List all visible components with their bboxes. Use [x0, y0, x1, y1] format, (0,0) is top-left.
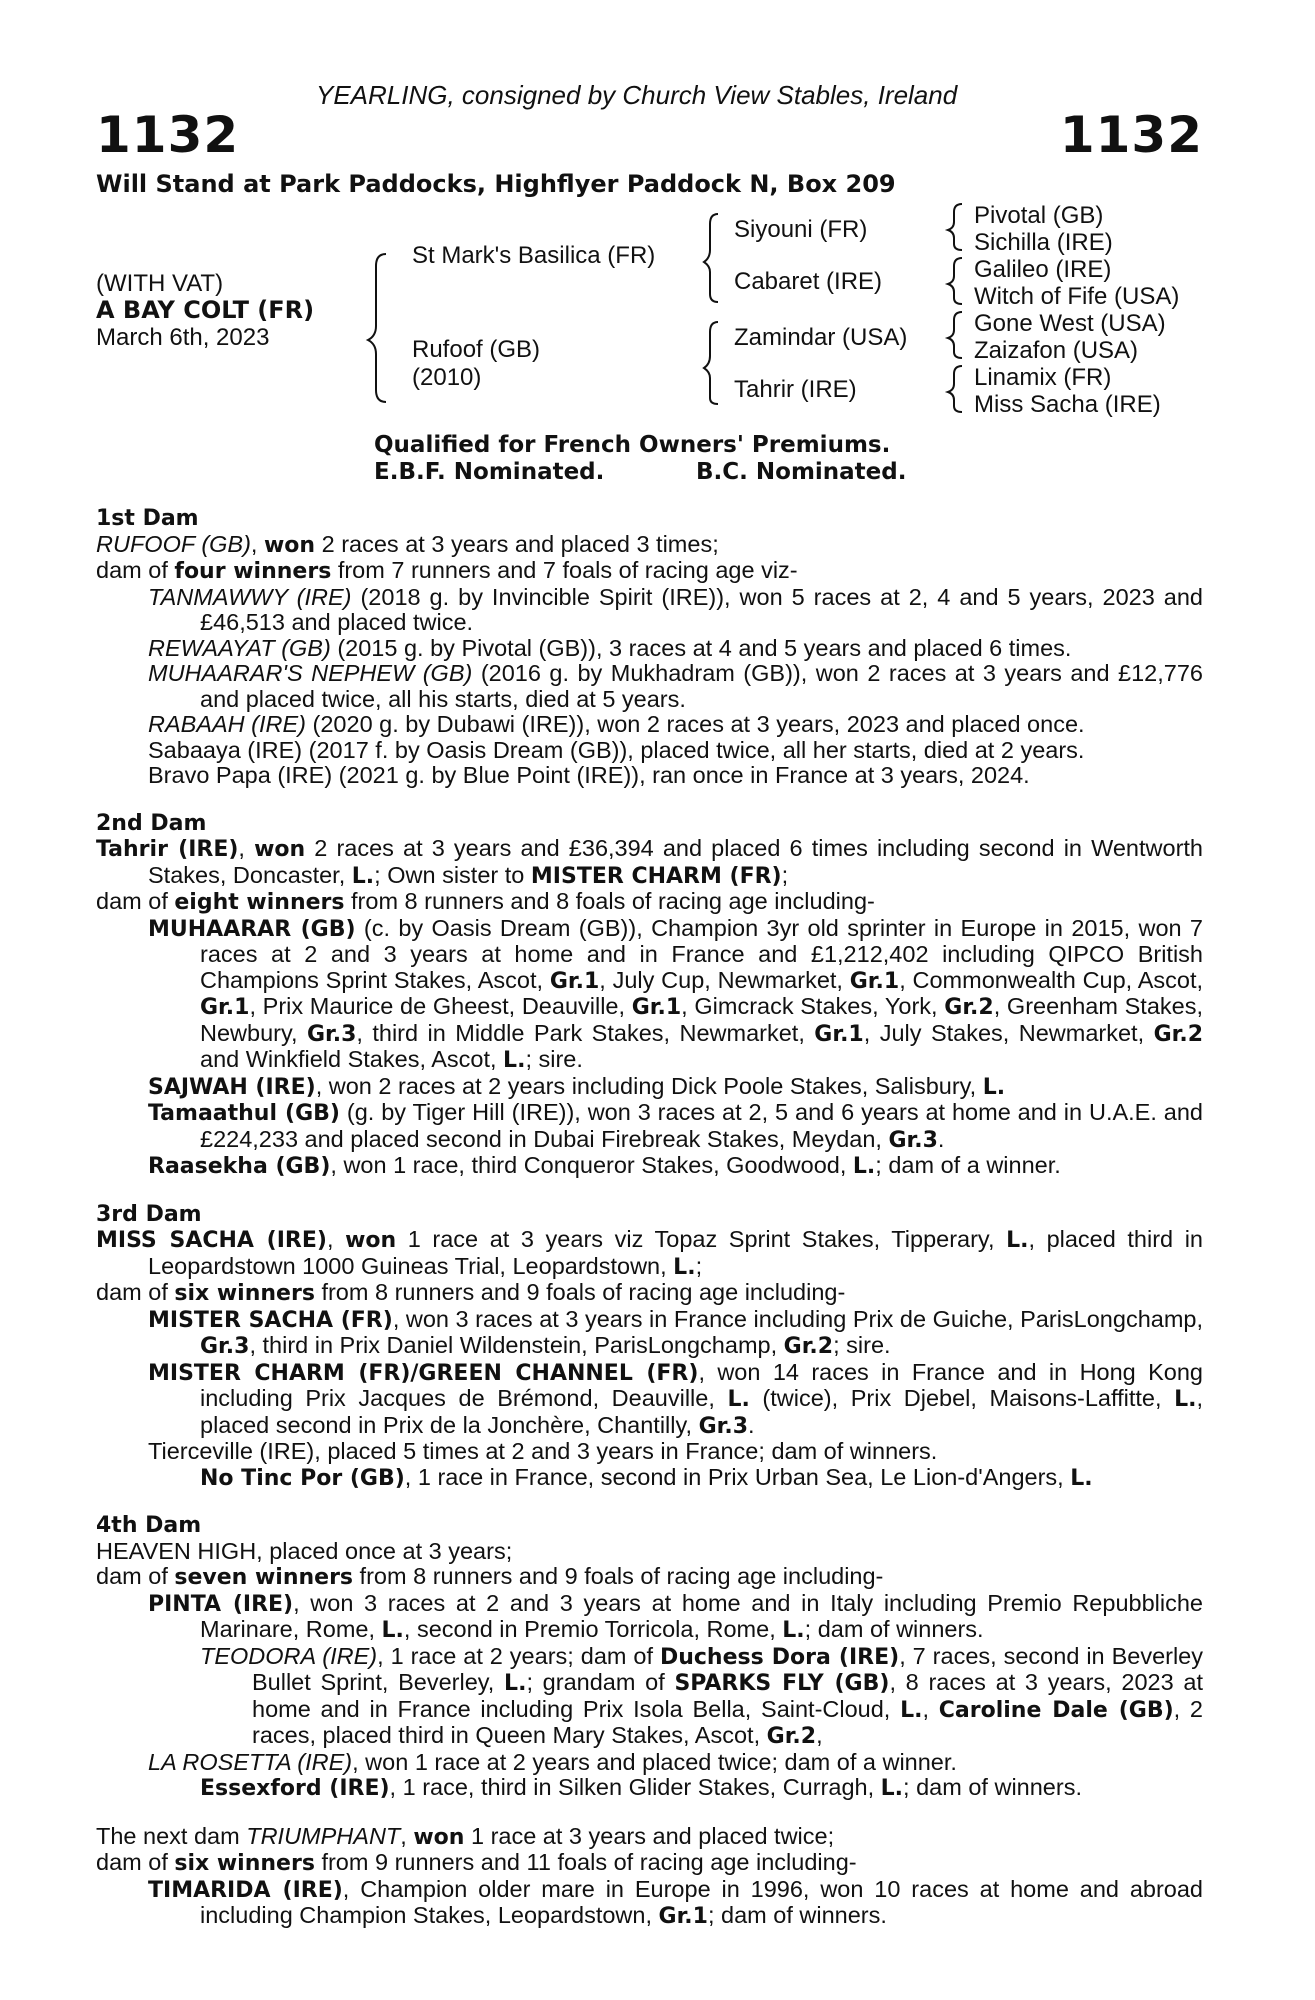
section-heading: 4th Dam — [96, 1513, 202, 1538]
produce-entry: Tierceville (IRE), placed 5 times at 2 and 3 years in France; dam of winners. — [148, 1438, 938, 1464]
sire-dam: Cabaret (IRE) — [734, 268, 883, 295]
ddd: Miss Sacha (IRE) — [974, 391, 1161, 418]
produce-entry: SAJWAH (IRE), won 2 races at 2 years including Dick Poole Stakes, Salisbury, L. — [148, 1072, 1006, 1100]
produce-entry: MUHAARAR'S NEPHEW (GB) (2016 g. by Mukhadram (GB)), won 2 races at 3 years and £12,776 and placed twice, all his starts, died at 5 years. — [148, 660, 1203, 712]
dam-record: Tahrir (IRE), won 2 races at 3 years and £36,394 and placed 6 times including second in Wentworth Stakes, Doncaster, L.; Own sister to MISTER CHARM (FR); — [96, 835, 1203, 889]
dam: Rufoof (GB) — [412, 336, 541, 363]
section-heading: 2nd Dam — [96, 810, 207, 836]
second-dam-section — [96, 811, 1203, 1180]
dam-dam: Tahrir (IRE) — [734, 376, 857, 403]
produce-entry: Tamaathul (GB) (g. by Tiger Hill (IRE)), won 3 races at 2, 5 and 6 years at home and in U.A.E. and £224,233 and placed second in Dubai Firebreak Stakes, Meydan, Gr.3. — [148, 1099, 1203, 1153]
produce-entry: Bravo Papa (IRE) (2021 g. by Blue Point (IRE)), ran once in France at 3 years, 2024. — [148, 762, 1030, 788]
section-heading: 3rd Dam — [96, 1201, 202, 1227]
dss: Gone West (USA) — [974, 310, 1166, 337]
dam-record: RUFOOF (GB), won 2 races at 3 years and placed 3 times; — [96, 530, 719, 558]
produce-entry: MISTER SACHA (FR), won 3 races at 3 years in France including Prix de Guiche, ParisLongchamp, Gr.3, third in Prix Daniel Wildenstein, ParisLongchamp, Gr.2; sire. — [148, 1305, 1204, 1359]
dsd: Zaizafon (USA) — [974, 337, 1139, 364]
ebf-note: E.B.F. Nominated. — [374, 459, 605, 485]
bc-note: B.C. Nominated. — [696, 459, 907, 485]
grand-produce-entry: No Tinc Por (GB), 1 race in France, second in Prix Urban Sea, Le Lion-d'Angers, L. — [200, 1463, 1093, 1491]
dam-year: (2010) — [412, 364, 482, 391]
consignment-line: YEARLING, consigned by Church View Stables, Ireland — [316, 80, 958, 110]
produce-summary: dam of six winners from 9 runners and 11 foals of racing age including- — [96, 1849, 857, 1876]
third-dam-section — [96, 1202, 1203, 1492]
sire-sire: Siyouni (FR) — [734, 216, 868, 243]
lot-number-left: 1132 — [96, 106, 240, 164]
produce-entry: MUHAARAR (GB) (c. by Oasis Dream (GB)), Champion 3yr old sprinter in Europe in 2015, won 7 races at 2 and 3 years at home and in France and £1,212,402 including QIPCO British Champions Sprint Stakes, Ascot, Gr.1, July Cup, Newmarket, Gr.1, Commonwealth Cup, Ascot, Gr.1, Prix Maurice de Gheest, Deauville, Gr.1, Gimcrack Stakes, York, Gr.2, Greenham Stakes, Newbury, Gr.3, third in Middle Park Stakes, Newmarket, Gr.1, July Stakes, Newmarket, Gr.2 and Winkfield Stakes, Ascot, L.; sire. — [148, 914, 1204, 1073]
foaling-date: March 6th, 2023 — [96, 324, 270, 351]
next-dam-section — [96, 1824, 1203, 1930]
horse-name: A BAY COLT (FR) — [96, 296, 315, 324]
sds: Galileo (IRE) — [974, 256, 1112, 283]
grand-produce-entry: TEODORA (IRE), 1 race at 2 years; dam of Duchess Dora (IRE), 7 races, second in Beverley Bullet Sprint, Beverley, L.; grandam of SPARKS FLY (GB), 8 races at 3 years, 2023 at home and in France including Prix Isola Bella, Saint-Cloud, L., Caroline Dale (GB), 2 races, placed third in Queen Mary Stakes, Ascot, Gr.2, — [200, 1642, 1203, 1749]
french-premiums-note: Qualified for French Owners' Premiums. — [374, 432, 891, 458]
sss: Pivotal (GB) — [974, 202, 1104, 229]
dam-record: The next dam TRIUMPHANT, won 1 race at 3 years and placed twice; — [96, 1822, 835, 1850]
produce-entry: Sabaaya (IRE) (2017 f. by Oasis Dream (GB)), placed twice, all her starts, died at 2 years. — [148, 736, 1085, 763]
produce-entry: Raasekha (GB), won 1 race, third Conqueror Stakes, Goodwood, L.; dam of a winner. — [148, 1152, 1061, 1179]
catalogue-body — [96, 506, 1203, 1930]
produce-summary: dam of seven winners from 8 runners and 9 foals of racing age including- — [96, 1563, 884, 1590]
first-dam-section — [96, 506, 1203, 789]
produce-entry: LA ROSETTA (IRE), won 1 race at 2 years and placed twice; dam of a winner. — [148, 1748, 957, 1775]
produce-entry: PINTA (IRE), won 3 races at 2 and 3 years at home and in Italy including Premio Repubbliche Marinare, Rome, L., second in Premio Torricola, Rome, L.; dam of winners. — [148, 1589, 1203, 1643]
vat-note: (WITH VAT) — [96, 270, 224, 297]
produce-summary: dam of four winners from 7 runners and 7 foals of racing age viz- — [96, 557, 798, 584]
ssd: Sichilla (IRE) — [974, 229, 1113, 256]
grand-produce-entry: Essexford (IRE), 1 race, third in Silken Glider Stakes, Curragh, L.; dam of winners. — [200, 1774, 1082, 1801]
fourth-dam-section — [96, 1513, 1203, 1802]
produce-summary: dam of eight winners from 8 runners and 8 foals of racing age including- — [96, 888, 875, 915]
dam-sire: Zamindar (USA) — [734, 324, 908, 351]
sire: St Mark's Basilica (FR) — [412, 242, 656, 269]
produce-entry: REWAAYAT (GB) (2015 g. by Pivotal (GB)), 3 races at 4 and 5 years and placed 6 times. — [148, 634, 1072, 661]
produce-entry: MISTER CHARM (FR)/GREEN CHANNEL (FR), won 14 races in France and in Hong Kong including Prix Jacques de Brémond, Deauville, L. (twice), Prix Djebel, Maisons-Laffitte, L., placed second in Prix de la Jonchère, Chantilly, Gr.3. — [148, 1358, 1203, 1439]
sdd: Witch of Fife (USA) — [974, 283, 1180, 310]
produce-entry: RABAAH (IRE) (2020 g. by Dubawi (IRE)), won 2 races at 3 years, 2023 and placed once. — [148, 711, 1085, 737]
stand-location: Will Stand at Park Paddocks, Highflyer Paddock N, Box 209 — [96, 170, 896, 198]
dam-record: HEAVEN HIGH, placed once at 3 years; — [96, 1537, 513, 1564]
lot-number-right: 1132 — [1059, 106, 1203, 164]
section-heading: 1st Dam — [96, 506, 199, 531]
produce-entry: TIMARIDA (IRE), Champion older mare in Europe in 1996, won 10 races at home and abroad including Champion Stakes, Leopardstown, Gr.1; dam of winners. — [148, 1875, 1204, 1929]
produce-entry: TANMAWWY (IRE) (2018 g. by Invincible Spirit (IRE)), won 5 races at 2, 4 and 5 years, 2023 and £46,513 and placed twice. — [148, 583, 1203, 635]
dds: Linamix (FR) — [974, 364, 1112, 391]
produce-summary: dam of six winners from 8 runners and 9 foals of racing age including- — [96, 1279, 846, 1306]
dam-record: MISS SACHA (IRE), won 1 race at 3 years viz Topaz Sprint Stakes, Tipperary, L., placed third in Leopardstown 1000 Guineas Trial, Leopardstown, L.; — [96, 1226, 1203, 1280]
